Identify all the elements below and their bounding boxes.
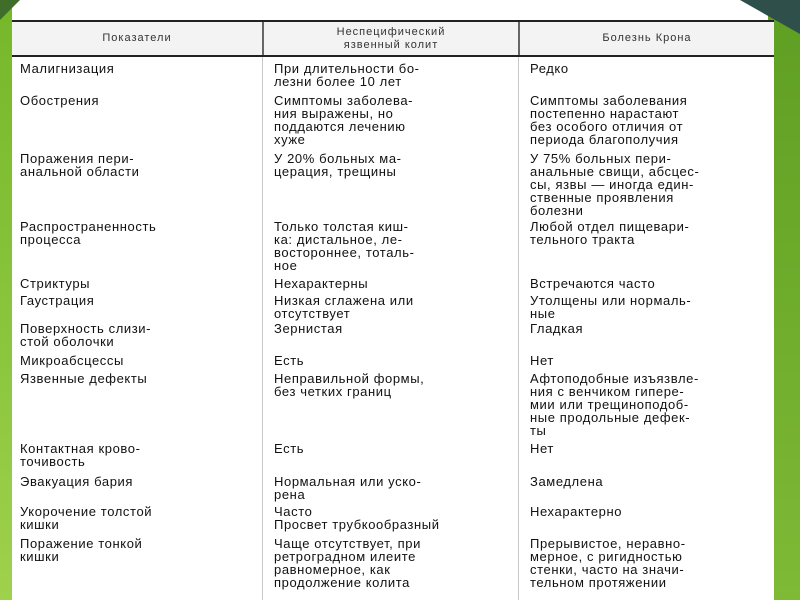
row-crohn-value: Гладкая [530, 321, 584, 336]
row-colitis-value: Нормальная или уско- рена [274, 474, 422, 502]
table-row [12, 220, 774, 272]
row-crohn-value: Нет [530, 441, 554, 456]
row-indicator: Микроабсцессы [20, 353, 124, 368]
row-indicator: Эвакуация бария [20, 474, 134, 489]
row-crohn-value: Редко [530, 61, 569, 76]
left-accent-stripe [0, 0, 12, 600]
header-crohns-disease: Болезнь Крона [518, 22, 774, 55]
table-row [12, 505, 774, 531]
corner-accent-top-left [0, 0, 20, 20]
row-colitis-value: Только толстая киш- ка: дистальное, ле- востороннее, тоталь- ное [274, 219, 415, 273]
row-colitis-value: Чаще отсутствует, при ретроградном илеите равномерное, как продолжение колита [274, 536, 421, 590]
table-row [12, 322, 774, 348]
table-row [12, 475, 774, 501]
table-row [12, 354, 774, 367]
comparison-table [12, 20, 774, 600]
row-colitis-value: Симптомы заболева- ния выражены, но поддаются лечению хуже [274, 93, 414, 147]
row-colitis-value: У 20% больных ма- церация, трещины [274, 151, 402, 179]
row-indicator: Обострения [20, 93, 100, 108]
row-crohn-value: Нет [530, 353, 554, 368]
row-indicator: Поражение тонкой кишки [20, 536, 143, 564]
row-crohn-value: Симптомы заболевания постепенно нарастают без особого отличия от периода благополучия [530, 93, 688, 147]
table-row [12, 442, 774, 468]
header-indicators: Показатели [102, 32, 172, 44]
table-row [12, 94, 774, 146]
row-crohn-value: Встречаются часто [530, 276, 656, 291]
table-row [12, 152, 774, 217]
table-row [12, 62, 774, 88]
row-crohn-value: У 75% больных пери- анальные свищи, абсцес- сы, язвы — иногда един- ственные проявления болезни [530, 151, 700, 218]
row-crohn-value: Афтоподобные изъязвле- ния с венчиком гипере- мии или трещиноподоб- ные продольные дефек- ты [530, 371, 699, 438]
row-indicator: Контактная крово- точивость [20, 441, 141, 469]
row-crohn-value: Нехарактерно [530, 504, 623, 519]
row-crohn-value: Любой отдел пищевари- тельного тракта [530, 219, 690, 247]
table-row [12, 277, 774, 290]
row-colitis-value: Часто Просвет трубкообразный [274, 504, 440, 532]
row-indicator: Стриктуры [20, 276, 91, 291]
row-indicator: Укорочение толстой кишки [20, 504, 153, 532]
row-crohn-value: Прерывистое, неравно- мерное, с ригидностью стенки, часто на значи- тельном протяжении [530, 536, 686, 590]
row-indicator: Язвенные дефекты [20, 371, 148, 386]
row-indicator: Малигнизация [20, 61, 115, 76]
table-header [12, 20, 774, 57]
row-colitis-value: Есть [274, 441, 305, 456]
row-colitis-value: Есть [274, 353, 305, 368]
row-colitis-value: Неправильной формы, без четких границ [274, 371, 425, 399]
row-colitis-value: При длительности бо- лезни более 10 лет [274, 61, 420, 89]
row-indicator: Гаустрация [20, 293, 95, 308]
header-ulcerative-colitis: Неспецифический язвенный колит [262, 22, 518, 55]
row-colitis-value: Зернистая [274, 321, 343, 336]
table-row [12, 537, 774, 589]
row-indicator: Поражения пери- анальной области [20, 151, 140, 179]
row-colitis-value: Низкая сглажена или отсутствует [274, 293, 414, 321]
table-row [12, 372, 774, 437]
row-indicator: Поверхность слизи- стой оболочки [20, 321, 152, 349]
table-row [12, 294, 774, 320]
row-crohn-value: Утолщены или нормаль- ные [530, 293, 692, 321]
row-indicator: Распространенность процесса [20, 219, 157, 247]
row-crohn-value: Замедлена [530, 474, 604, 489]
row-colitis-value: Нехарактерны [274, 276, 369, 291]
